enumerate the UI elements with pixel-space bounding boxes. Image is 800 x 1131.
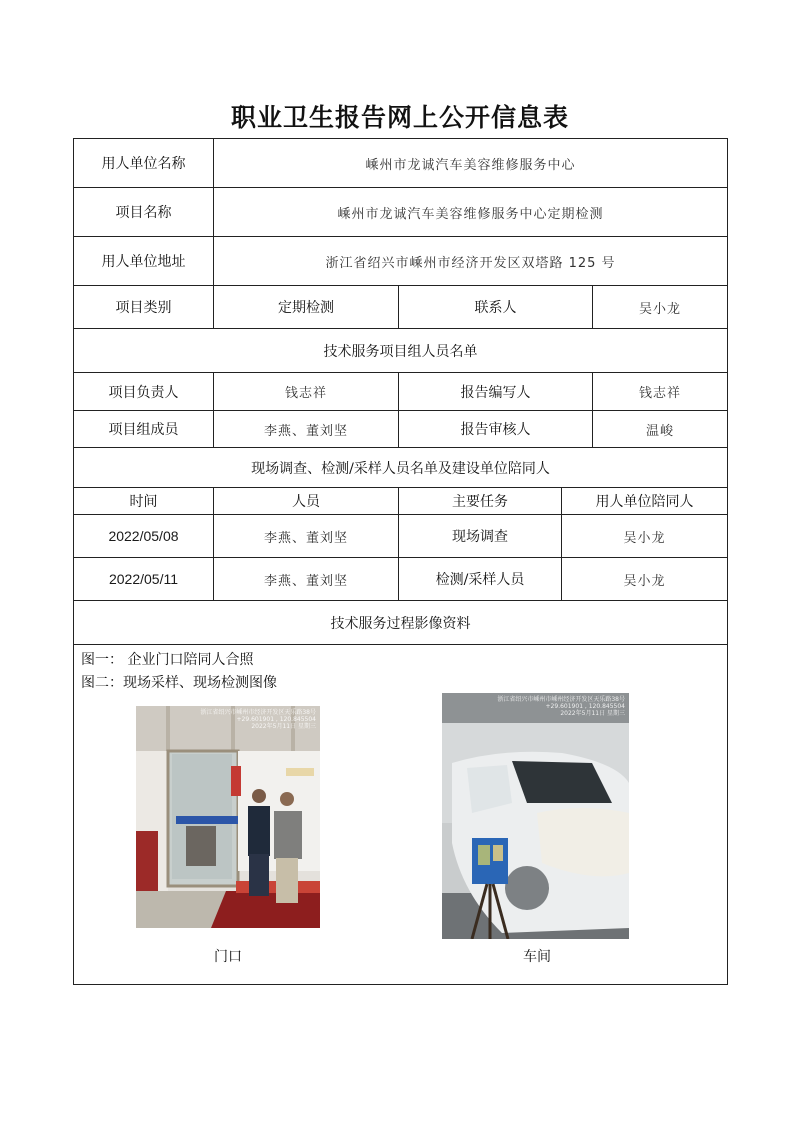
employer-name-value: 嵊州市龙诚汽车美容维修服务中心 (213, 139, 727, 187)
members-value: 李燕、董刘坚 (213, 411, 398, 447)
team-section-header (74, 329, 727, 373)
row-members (74, 411, 727, 448)
photo-entrance-label: 门口 (214, 949, 242, 965)
row-project-type (74, 286, 727, 329)
leader-label: 项目负责人 (108, 384, 179, 401)
contact-label: 联系人 (398, 286, 592, 328)
table-row (74, 558, 727, 601)
table-row (74, 515, 727, 558)
writer-value: 钱志祥 (592, 373, 727, 410)
images-section-header (74, 601, 727, 645)
project-name-value: 嵊州市龙诚汽车美容维修服务中心定期检测 (213, 188, 727, 236)
header-companion: 用人单位陪同人 (561, 488, 727, 514)
writer-label: 报告编写人 (398, 373, 592, 410)
header-time: 时间 (129, 494, 158, 510)
members-label: 项目组成员 (108, 422, 179, 438)
info-table (73, 138, 728, 985)
row-date: 2022/05/08 (108, 528, 179, 544)
row-task: 现场调查 (398, 515, 561, 557)
field-table-header (74, 488, 727, 515)
reviewer-label: 报告审核人 (398, 411, 592, 447)
header-task: 主要任务 (398, 488, 561, 514)
project-type-value: 定期检测 (213, 286, 398, 328)
row-companion: 吴小龙 (561, 515, 727, 557)
photo-entrance (136, 706, 320, 928)
contact-value: 吴小龙 (592, 286, 727, 328)
row-task: 检测/采样人员 (398, 558, 561, 600)
photo-area (74, 645, 727, 986)
caption-figure-1: 图一： 企业门口陪同人合照 (81, 652, 254, 668)
project-name-label: 项目名称 (115, 205, 172, 221)
photo-watermark: 浙江省绍兴市嵊州市经济开发区天乐路38号 +29.601901 , 120.845504 2022年5月11日 星期三 (200, 709, 316, 730)
photo-watermark: 浙江省绍兴市嵊州市嵊州经济开发区天乐路38号 +29.601901 , 120.845504 2022年5月11日 星期三 (497, 696, 625, 717)
employer-address-value: 浙江省绍兴市嵊州市经济开发区双塔路 125 号 (213, 237, 727, 285)
row-staff: 李燕、董刘坚 (213, 515, 398, 557)
team-section-title: 技术服务项目组人员名单 (323, 343, 478, 360)
field-section-title: 现场调查、检测/采样人员名单及建设单位陪同人 (251, 460, 550, 477)
row-date: 2022/05/11 (108, 571, 179, 587)
row-leader (74, 373, 727, 411)
row-staff: 李燕、董刘坚 (213, 558, 398, 600)
field-section-header (74, 448, 727, 488)
photo-workshop-label: 车间 (523, 949, 551, 965)
workshop-photo-image (442, 693, 629, 939)
row-employer-address (74, 237, 727, 286)
row-employer-name (74, 139, 727, 188)
row-companion: 吴小龙 (561, 558, 727, 600)
header-staff: 人员 (213, 488, 398, 514)
leader-value: 钱志祥 (213, 373, 398, 410)
caption-figure-2: 图二：现场采样、现场检测图像 (81, 675, 277, 691)
reviewer-value: 温峻 (592, 411, 727, 447)
images-section-title: 技术服务过程影像资料 (330, 615, 471, 632)
entrance-photo-image (136, 706, 320, 928)
row-project-name (74, 188, 727, 237)
page-title: 职业卫生报告网上公开信息表 (230, 103, 569, 132)
employer-address-label: 用人单位地址 (101, 254, 186, 270)
project-type-label: 项目类别 (115, 300, 172, 316)
photo-workshop (442, 693, 629, 939)
employer-name-label: 用人单位名称 (101, 156, 186, 172)
